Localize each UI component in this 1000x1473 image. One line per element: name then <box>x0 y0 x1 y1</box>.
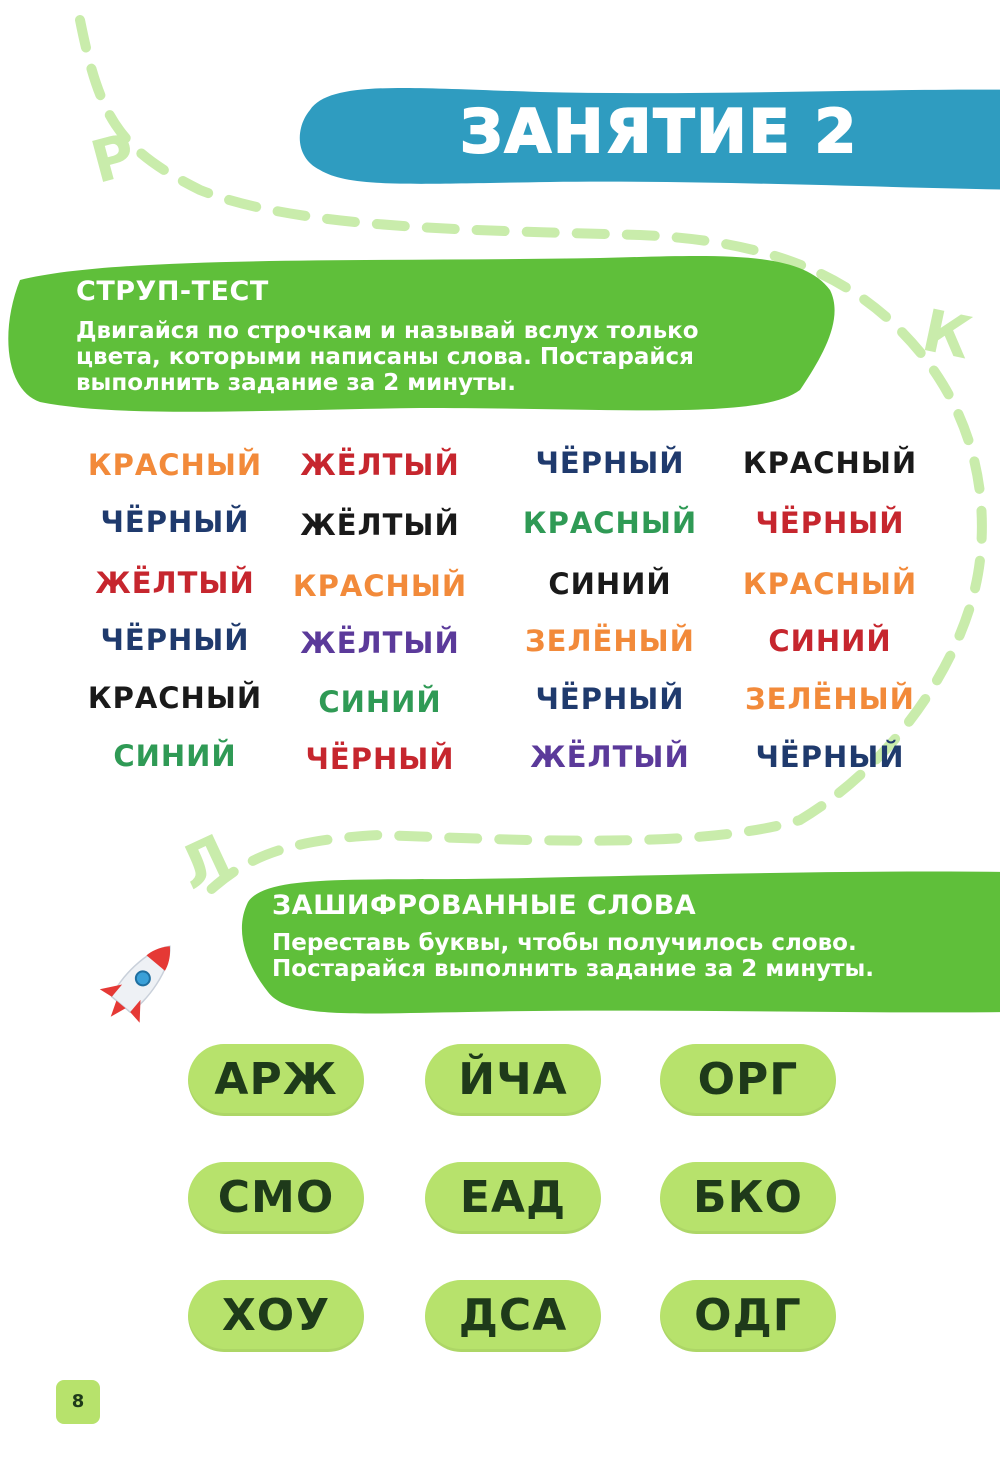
anagram-pill: БКО <box>660 1162 836 1234</box>
stroop-word: ЗЕЛЁНЫЙ <box>525 624 695 658</box>
stroop-word: ЧЁРНЫЙ <box>755 740 905 774</box>
stroop-word: КРАСНЫЙ <box>87 448 263 482</box>
rocket-icon <box>84 928 194 1038</box>
svg-text:Л: Л <box>168 821 241 904</box>
anagram-pill: СМО <box>188 1162 364 1234</box>
letter-k-decoration <box>917 296 978 372</box>
stroop-word: ЖЁЛТЫЙ <box>95 566 255 600</box>
stroop-word: ЧЁРНЫЙ <box>535 446 685 480</box>
stroop-word: КРАСНЫЙ <box>292 569 468 603</box>
stroop-word: СИНИЙ <box>318 685 442 719</box>
stroop-word: ЗЕЛЁНЫЙ <box>745 682 915 716</box>
anagram-pill: ОДГ <box>660 1280 836 1352</box>
svg-text:К: К <box>916 296 978 373</box>
stroop-word: ЧЁРНЫЙ <box>755 506 905 540</box>
stroop-word: ЧЁРНЫЙ <box>535 682 685 716</box>
anagram-pill: ЕАД <box>425 1162 601 1234</box>
page-title: ЗАНЯТИЕ 2 <box>460 97 859 167</box>
anagram-pill: ДСА <box>425 1280 601 1352</box>
anagram-heading: ЗАШИФРОВАННЫЕ СЛОВА <box>272 890 697 921</box>
stroop-word: КРАСНЫЙ <box>522 506 698 540</box>
stroop-word: СИНИЙ <box>768 624 892 658</box>
page-number: 8 <box>56 1380 100 1424</box>
anagram-pill: ОРГ <box>660 1044 836 1116</box>
stroop-word: ЧЁРНЫЙ <box>305 742 455 776</box>
stroop-word: ЖЁЛТЫЙ <box>530 740 690 774</box>
anagram-pill: АРЖ <box>188 1044 364 1116</box>
stroop-instruction: Двигайся по строчкам и называй вслух только цвета, которыми написаны слова. Постарайся выполнить задание за 2 минуты. <box>76 318 699 396</box>
anagram-pill: ЙЧА <box>425 1044 601 1116</box>
stroop-word: СИНИЙ <box>113 739 237 773</box>
stroop-word: ЖЁЛТЫЙ <box>300 626 460 660</box>
stroop-heading: СТРУП-ТЕСТ <box>76 276 269 307</box>
anagram-instruction: Переставь буквы, чтобы получилось слово. Постарайся выполнить задание за 2 минуты. <box>272 930 874 982</box>
letter-r-decoration <box>84 120 143 197</box>
stroop-word: ЧЁРНЫЙ <box>100 505 250 539</box>
stroop-word: ЖЁЛТЫЙ <box>300 448 460 482</box>
stroop-word: КРАСНЫЙ <box>742 567 918 601</box>
stroop-word: СИНИЙ <box>548 567 672 601</box>
anagram-pill: ХОУ <box>188 1280 364 1352</box>
stroop-grid <box>60 440 960 790</box>
stroop-word: КРАСНЫЙ <box>87 681 263 715</box>
stroop-word: КРАСНЫЙ <box>742 446 918 480</box>
stroop-word: ЧЁРНЫЙ <box>100 623 250 657</box>
stroop-word: ЖЁЛТЫЙ <box>300 508 460 542</box>
svg-text:Р: Р <box>83 120 143 197</box>
